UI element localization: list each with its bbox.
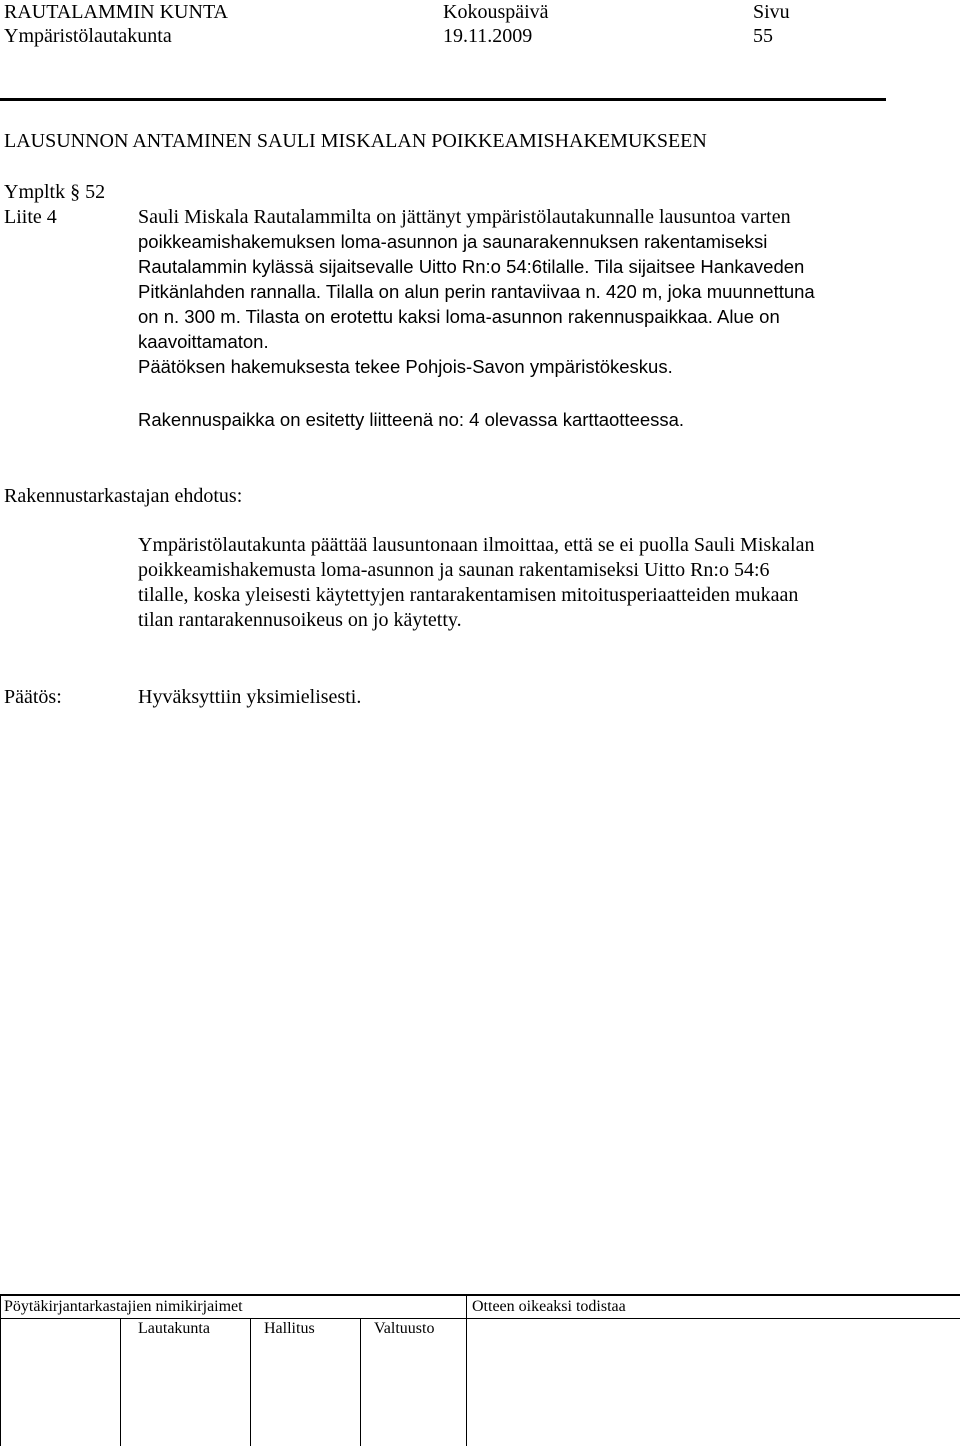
attachment-reference: Liite 4 <box>4 206 57 228</box>
certified-label: Otteen oikeaksi todistaa <box>472 1298 626 1315</box>
proposal-line: tilalle, koska yleisesti käytettyjen rantarakentamisen mitoitusperiaatteiden mukaan <box>138 584 799 606</box>
footer-left-border <box>0 1294 1 1446</box>
footer-column-divider <box>466 1294 467 1446</box>
footer-cell-divider <box>250 1318 251 1446</box>
meeting-date-label: Kokouspäivä <box>443 1 549 23</box>
map-note: Rakennuspaikka on esitetty liitteenä no: 4 olevassa karttaotteessa. <box>138 409 685 430</box>
page-label: Sivu <box>753 1 790 23</box>
section-reference: Ympltk § 52 <box>4 181 106 203</box>
proposal-label: Rakennustarkastajan ehdotus: <box>4 485 243 507</box>
proposal-line: tilan rantarakennusoikeus on jo käytetty. <box>138 609 462 631</box>
description-line: kaavoittamaton. <box>138 331 269 352</box>
body-valtuusto: Valtuusto <box>374 1320 435 1337</box>
initials-label: Pöytäkirjantarkastajien nimikirjaimet <box>4 1298 243 1315</box>
description-line: Rautalammin kylässä sijaitsevalle Uitto Rn:o 54:6tilalle. Tila sijaitsee Hankaveden <box>138 256 805 277</box>
description-paragraph <box>138 229 815 379</box>
footer-cell-divider <box>120 1318 121 1446</box>
body-hallitus: Hallitus <box>264 1320 315 1337</box>
board-name: Ympäristölautakunta <box>4 25 172 47</box>
meeting-date: 19.11.2009 <box>443 25 533 47</box>
page-number: 55 <box>753 25 773 47</box>
decision-label: Päätös: <box>4 686 62 708</box>
municipality-name: RAUTALAMMIN KUNTA <box>4 1 229 23</box>
description-line: Sauli Miskala Rautalammilta on jättänyt ympäristölautakunnalle lausuntoa varten <box>138 206 791 228</box>
description-first-line-block <box>138 205 791 229</box>
decision-text: Hyväksyttiin yksimielisesti. <box>138 686 362 708</box>
header-divider <box>0 98 886 101</box>
document-title: LAUSUNNON ANTAMINEN SAULI MISKALAN POIKKEAMISHAKEMUKSEEN <box>4 130 707 152</box>
proposal-line: Ympäristölautakunta päättää lausuntonaan ilmoittaa, että se ei puolla Sauli Miskalan <box>138 534 815 556</box>
proposal-line: poikkeamishakemusta loma-asunnon ja saunan rakentamiseksi Uitto Rn:o 54:6 <box>138 559 770 581</box>
body-lautakunta: Lautakunta <box>138 1320 210 1337</box>
proposal-text <box>138 533 814 633</box>
footer-cell-divider <box>360 1318 361 1446</box>
decision-body-line: Päätöksen hakemuksesta tekee Pohjois-Savon ympäristökeskus. <box>138 356 673 377</box>
description-line: on n. 300 m. Tilasta on erotettu kaksi loma-asunnon rakennuspaikkaa. Alue on <box>138 306 780 327</box>
footer-top-rule <box>0 1294 960 1296</box>
description-line: Pitkänlahden rannalla. Tilalla on alun perin rantaviivaa n. 420 m, joka muunnettuna <box>138 281 815 302</box>
description-line: poikkeamishakemuksen loma-asunnon ja saunarakennuksen rakentamiseksi <box>138 231 768 252</box>
